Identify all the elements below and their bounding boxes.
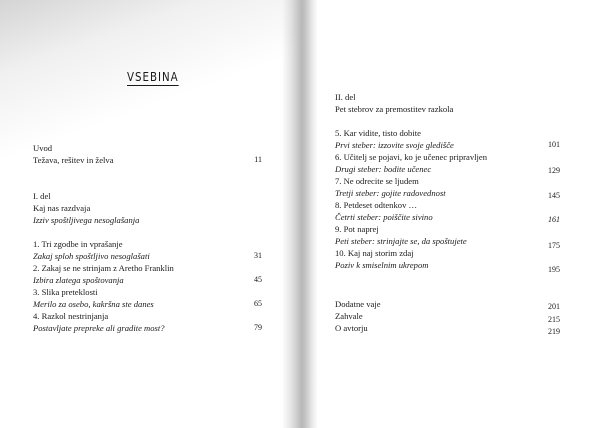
part-label: I. del <box>33 191 51 201</box>
back-matter-page: 201 <box>548 302 560 311</box>
chapter-page: 175 <box>548 241 560 250</box>
chapter-title: 1. Tri zgodbe in vprašanje <box>33 239 123 249</box>
toc-entry-label: Težava, rešitev in želva <box>33 155 114 165</box>
chapter-page: 45 <box>254 275 262 284</box>
right-page <box>300 0 600 428</box>
chapter-subtitle: Četrti steber: poiščite sivino <box>335 212 433 222</box>
back-matter-page: 215 <box>548 315 560 324</box>
chapter-title: 8. Petdeset odtenkov … <box>335 200 418 210</box>
chapter-title: 10. Kaj naj storim zdaj <box>335 248 414 258</box>
back-matter-label: Dodatne vaje <box>335 299 381 309</box>
part-label: II. del <box>335 92 356 102</box>
back-matter-page: 219 <box>548 327 560 336</box>
back-matter-label: O avtorju <box>335 323 368 333</box>
chapter-title: 7. Ne odrecite se ljudem <box>335 176 419 186</box>
chapter-page: 129 <box>548 166 560 175</box>
chapter-subtitle: Prvi steber: izzovite svoje gledišče <box>335 140 454 150</box>
part-title: Kaj nas razdvaja <box>33 203 91 213</box>
toc-entry-page: 11 <box>254 155 262 164</box>
chapter-page: 195 <box>548 265 560 274</box>
chapter-title: 6. Učitelj se pojavi, ko je učenec pripravljen <box>335 152 488 162</box>
intro-heading: Uvod <box>33 143 53 153</box>
chapter-page: 31 <box>254 251 262 260</box>
chapter-title: 9. Pot naprej <box>335 224 379 234</box>
chapter-subtitle: Drugi steber: bodite učenec <box>335 164 432 174</box>
chapter-subtitle: Izbira zlatega spoštovanja <box>33 275 124 285</box>
chapter-page: 101 <box>548 140 560 149</box>
chapter-title: 2. Zakaj se ne strinjam z Aretho Franklin <box>33 263 174 273</box>
chapter-page: 161 <box>548 215 560 224</box>
chapter-page: 65 <box>254 299 262 308</box>
chapter-page: 145 <box>548 191 560 200</box>
chapter-subtitle: Peti steber: strinjajte se, da spoštujete <box>335 236 467 246</box>
chapter-page: 79 <box>254 323 262 332</box>
book-gutter-shadow <box>282 0 318 428</box>
chapter-subtitle: Poziv k smiselnim ukrepom <box>335 260 429 270</box>
chapter-subtitle: Merilo za osebo, kakršna ste danes <box>33 299 154 309</box>
chapter-title: 5. Kar vidite, tisto dobite <box>335 128 421 138</box>
back-matter-label: Zahvale <box>335 311 363 321</box>
chapter-subtitle: Tretji steber: gojite radovednost <box>335 188 446 198</box>
chapter-title: 4. Razkol nestrinjanja <box>33 311 109 321</box>
page-title: VSEBINA <box>127 69 179 84</box>
chapter-subtitle: Postavljate prepreke ali gradite most? <box>33 323 165 333</box>
chapter-title: 3. Slika preteklosti <box>33 287 98 297</box>
part-title: Pet stebrov za premostitev razkola <box>335 104 454 114</box>
part-subtitle: Izziv spoštljivega nesoglašanja <box>33 215 140 225</box>
chapter-subtitle: Zakaj sploh spoštljivo nesoglašati <box>33 251 150 261</box>
